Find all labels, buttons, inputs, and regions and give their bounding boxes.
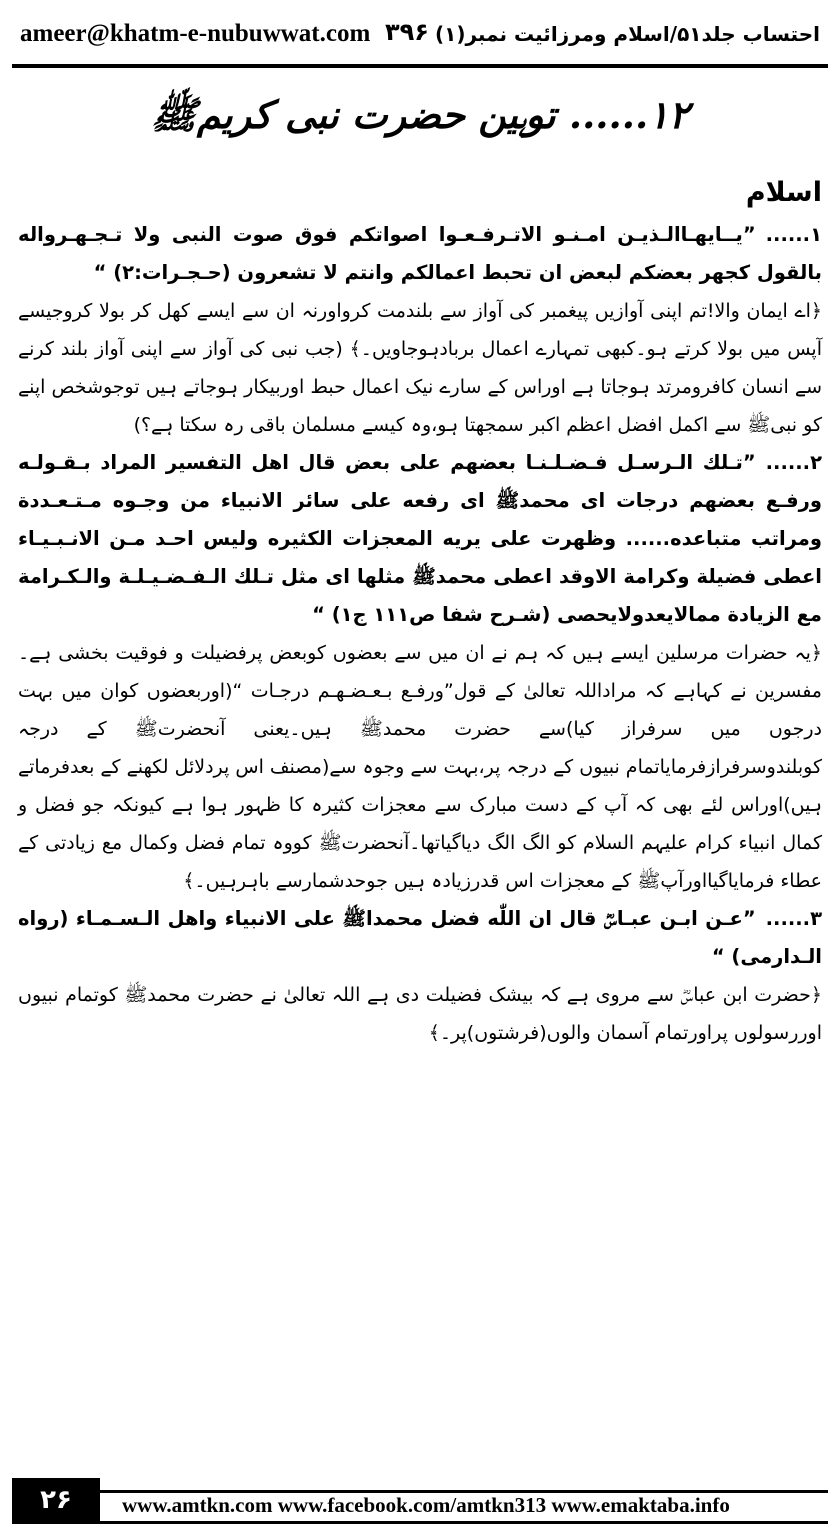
arabic-text: ”تـلك الـرسـل فـضـلـنـا بعضهم علی بعض قال اهل التفسیر المراد بـقـولـه ورفـع بعضهم درجات ای محمدﷺ ای رفعه علی سائر الانبیاء من وجـوه مـتـعـددة ومراتب متباعده...... وظهرت علی یریه المعجزات الکثیره ولیس احـد مـن الانـبـیـاء اعطی فضیلة وکرامة الاوقد اعطی محمدﷺ مثلها ای مثل تـلك الـفـضـیـلـة والـکـرامة مع الزیادة ممالایعدولایحصی (شـرح شفا ص۱۱۱ ج۱) “ xyxy=(18,451,822,626)
header-rule xyxy=(12,64,828,68)
arabic-text: ”عـن ابـن عبـاسؓ قال ان اللّٰه فضل محمداﷺ علی الانبیاء واهل الـسـمـاء (رواه الـدارمی) “ xyxy=(18,907,822,968)
header-email: ameer@khatm-e-nubuwwat.com xyxy=(20,20,371,47)
page-header xyxy=(0,0,840,72)
paragraph-number: ۲...... xyxy=(765,451,822,474)
paragraph-number: ۱...... xyxy=(765,223,822,246)
paragraph-2 xyxy=(18,444,822,900)
paragraph-arabic xyxy=(18,444,822,634)
paragraph-urdu: ﴿یہ حضرات مرسلین ایسے ہیں کہ ہم نے ان میں سے بعضوں کوبعض پرفضیلت و فوقیت بخشی ہے۔مفسرین نے کہاہے کہ مراداللہ تعالیٰ کے قول”ورفـع بـعـضـهـم درجـات “(اوربعضوں کوان میں بہت درجوں میں سرفراز کیا)سے حضرت محمدﷺ ہیں۔یعنی آنحضرتﷺ کے درجہ کوبلندوسرفرازفرمایاتمام نبیوں کے درجہ پر،بہت سے وجوہ سے(مصنف اس پردلائل لکھنے کے بعدفرماتے ہیں)اوراس لئے بھی کہ آپ کے دست مبارک سے معجزات کثیرہ کا ظہور ہوا ہے کیونکہ جو فضل و کمال انبیاء کرام علیہم السلام کو الگ الگ دیاگیاتھا۔آنحضرتﷺ کووہ تمام فضل وکمال مع زیادتی کے عطاء فرمایاگیااورآپﷺ کے معجزات اس قدرزیادہ ہیں جوحدشمارسے باہرہیں۔﴾ xyxy=(18,642,822,892)
section-heading: اسلام xyxy=(745,177,822,208)
page-footer xyxy=(12,1478,828,1522)
arabic-text: ”یــایهـاالـذیـن امـنـو الاتـرفـعـوا اصواتکم فوق صوت النبی ولا تـجـهـرواله بالقول کجهر بعضکم لبعض ان تحبط اعمالکم وانتم لا تشعرون (حـجـرات:۲) “ xyxy=(18,223,822,284)
paragraph-arabic xyxy=(18,216,822,292)
header-book-title: احتساب جلد۵۱/اسلام ومرزائیت نمبر(۱) xyxy=(434,22,820,46)
paragraph-urdu: ﴿اے ایمان والا!تم اپنی آوازیں پیغمبر کی آواز سے بلندمت کرواورنہ ان سے ایسے کھل کر بولا کروجیسے آپس میں بولا کرتے ہو۔کبھی تمہارے اعمال بربادہوجاویں۔﴾ (جب نبی کی آواز سے اپنی آواز بلند کرنے سے انسان کافرومرتد ہوجاتا ہے اوراس کے سارے نیک اعمال حبط اوربیکار ہوجاتے ہیں توجوشخص اپنے کو نبیﷺ سے اکمل افضل اعظم اکبر سمجھتا ہو،وہ کیسے مسلمان باقی رہ سکتا ہے؟) xyxy=(18,300,822,436)
footer-links[interactable]: www.amtkn.com www.facebook.com/amtkn313 www.emaktaba.info xyxy=(122,1493,730,1517)
header-page-number: ۳۹۶ xyxy=(385,18,429,46)
footer-page-number: ۲۶ xyxy=(12,1478,100,1522)
paragraph-number: ۳...... xyxy=(765,907,822,930)
paragraph-arabic xyxy=(18,900,822,976)
paragraph-urdu: ﴿حضرت ابن عباسؓ سے مروی ہے کہ بیشک فضیلت دی ہے اللہ تعالیٰ نے حضرت محمدﷺ کوتمام نبیوں اوررسولوں پراورتمام آسمان والوں(فرشتوں)پر۔﴾ xyxy=(18,984,822,1044)
paragraph-1 xyxy=(18,216,822,444)
page-body xyxy=(18,170,822,1052)
chapter-title: ۱۲...... توہین حضرت نبی کریمﷺ xyxy=(150,92,690,137)
paragraph-3 xyxy=(18,900,822,1052)
